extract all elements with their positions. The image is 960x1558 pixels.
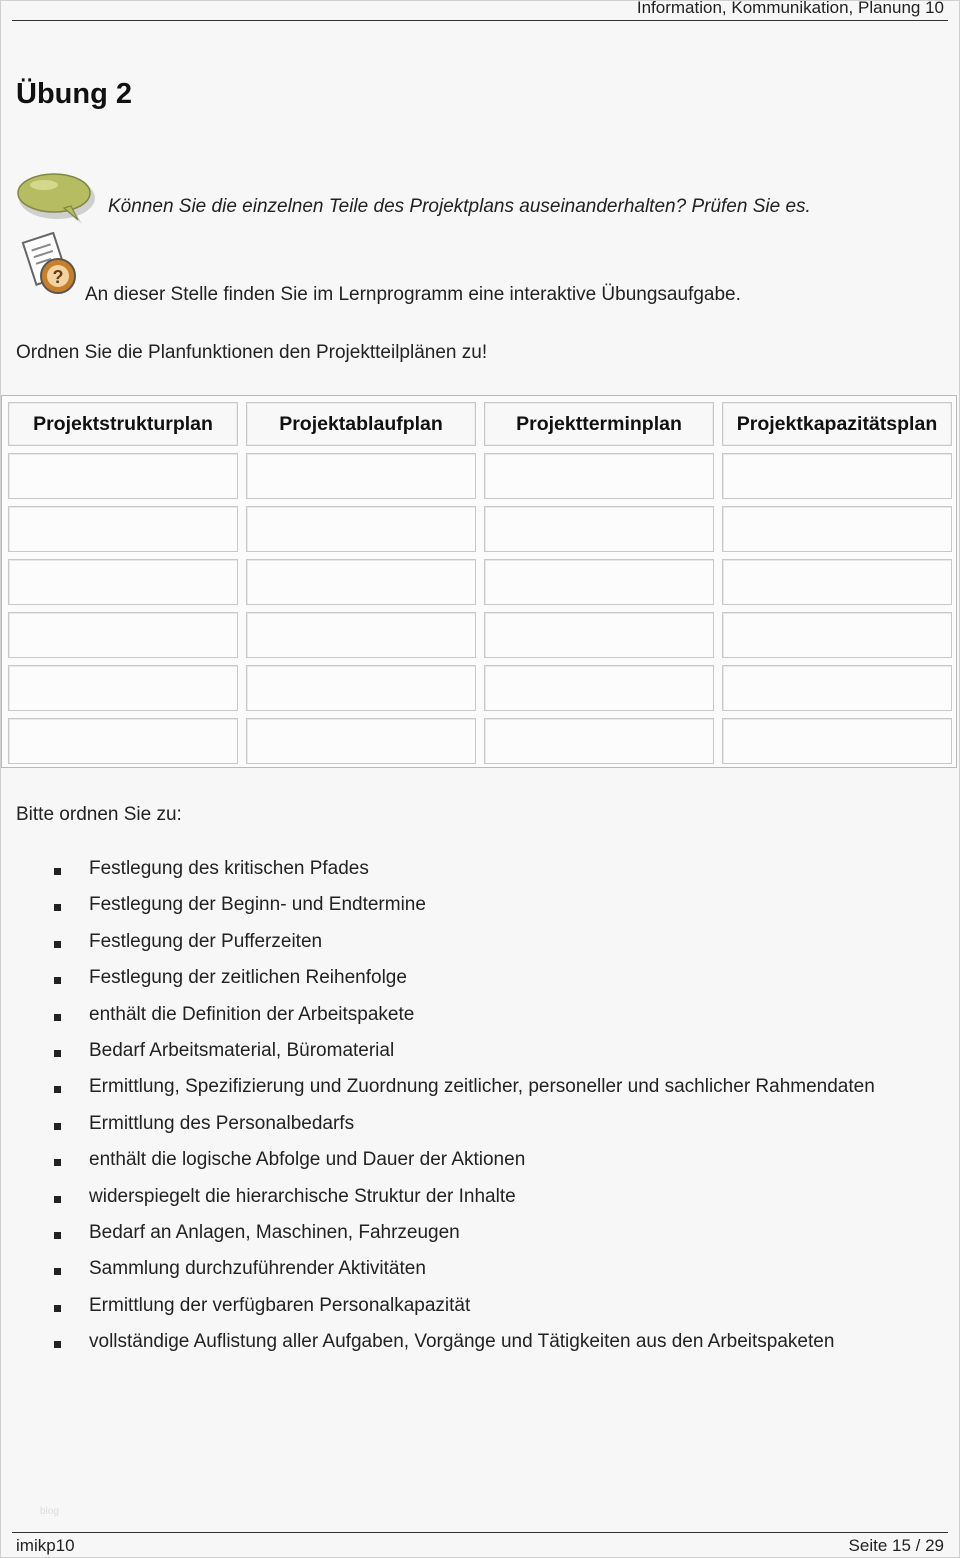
- drop-slot[interactable]: [484, 665, 714, 711]
- draggable-item[interactable]: widerspiegelt die hierarchische Struktur der Inhalte: [0, 1186, 960, 1222]
- footer-page-number: Seite 15 / 29: [848, 1536, 944, 1555]
- bullet-icon: [54, 1050, 61, 1057]
- bullet-icon: [54, 1341, 61, 1348]
- draggable-item[interactable]: Ermittlung des Personalbedarfs: [0, 1113, 960, 1149]
- drop-slot[interactable]: [722, 559, 952, 605]
- footer-doc-id: imikp10: [16, 1536, 75, 1555]
- draggable-item[interactable]: Festlegung des kritischen Pfades: [0, 858, 960, 894]
- drop-slot[interactable]: [246, 559, 476, 605]
- column-projektablaufplan: [246, 402, 476, 764]
- column-header: Projektstrukturplan: [8, 402, 238, 446]
- bullet-icon: [54, 941, 61, 948]
- watermark: blog: [40, 1506, 59, 1517]
- bullet-icon: [54, 1159, 61, 1166]
- column-projektkapazitaetsplan: [722, 402, 952, 764]
- drop-slot[interactable]: [246, 612, 476, 658]
- draggable-item[interactable]: enthält die Definition der Arbeitspakete: [0, 1004, 960, 1040]
- bullet-icon: [54, 1014, 61, 1021]
- drop-slot[interactable]: [8, 453, 238, 499]
- svg-text:?: ?: [52, 267, 64, 287]
- drop-slot[interactable]: [484, 718, 714, 764]
- drop-slot[interactable]: [8, 718, 238, 764]
- assignment-grid: [1, 395, 957, 768]
- draggable-item[interactable]: Festlegung der Pufferzeiten: [0, 931, 960, 967]
- drop-slot[interactable]: [246, 506, 476, 552]
- drop-slot[interactable]: [484, 453, 714, 499]
- drop-slot[interactable]: [246, 453, 476, 499]
- bullet-icon: [54, 1268, 61, 1275]
- bullet-icon: [54, 904, 61, 911]
- draggable-items-list: [0, 858, 960, 1367]
- bullet-icon: [54, 1305, 61, 1312]
- footer-rule: [12, 1532, 948, 1533]
- drop-slot[interactable]: [484, 506, 714, 552]
- draggable-item[interactable]: Festlegung der Beginn- und Endtermine: [0, 894, 960, 930]
- drop-slot[interactable]: [8, 559, 238, 605]
- drop-slot[interactable]: [8, 665, 238, 711]
- drop-slot[interactable]: [246, 665, 476, 711]
- drop-slot[interactable]: [484, 559, 714, 605]
- column-header: Projektablaufplan: [246, 402, 476, 446]
- draggable-item[interactable]: Festlegung der zeitlichen Reihenfolge: [0, 967, 960, 1003]
- drop-slot[interactable]: [8, 612, 238, 658]
- drop-slot[interactable]: [722, 612, 952, 658]
- draggable-item[interactable]: Bedarf an Anlagen, Maschinen, Fahrzeugen: [0, 1222, 960, 1258]
- draggable-item[interactable]: Ermittlung, Spezifizierung und Zuordnung zeitlicher, personeller und sachlicher Rahmendaten: [0, 1076, 960, 1112]
- drop-slot[interactable]: [8, 506, 238, 552]
- question-text: Können Sie die einzelnen Teile des Projektplans auseinanderhalten? Prüfen Sie es.: [108, 196, 811, 217]
- bullet-icon: [54, 977, 61, 984]
- draggable-item[interactable]: vollständige Auflistung aller Aufgaben, Vorgänge und Tätigkeiten aus den Arbeitspaketen: [0, 1331, 960, 1367]
- interactive-note: An dieser Stelle finden Sie im Lernprogramm eine interaktive Übungsaufgabe.: [85, 284, 741, 305]
- drop-slot[interactable]: [246, 718, 476, 764]
- speech-bubble-icon: [16, 168, 98, 226]
- drop-slot[interactable]: [722, 453, 952, 499]
- draggable-item[interactable]: Ermittlung der verfügbaren Personalkapazität: [0, 1295, 960, 1331]
- header-rule: [12, 20, 948, 21]
- bullet-icon: [54, 1086, 61, 1093]
- instruction-text: Ordnen Sie die Planfunktionen den Projektteilplänen zu!: [16, 342, 488, 363]
- bullet-icon: [54, 1123, 61, 1130]
- draggable-item[interactable]: enthält die logische Abfolge und Dauer der Aktionen: [0, 1149, 960, 1185]
- draggable-item[interactable]: Sammlung durchzuführender Aktivitäten: [0, 1258, 960, 1294]
- bullet-icon: [54, 868, 61, 875]
- drop-slot[interactable]: [484, 612, 714, 658]
- column-projektterminplan: [484, 402, 714, 764]
- column-header: Projektterminplan: [484, 402, 714, 446]
- exercise-clipboard-icon: [18, 232, 82, 298]
- drop-slot[interactable]: [722, 718, 952, 764]
- items-heading: Bitte ordnen Sie zu:: [16, 804, 182, 825]
- header-title: Information, Kommunikation, Planung 10: [636, 0, 944, 17]
- drop-slot[interactable]: [722, 665, 952, 711]
- drop-slot[interactable]: [722, 506, 952, 552]
- bullet-icon: [54, 1196, 61, 1203]
- exercise-title: Übung 2: [16, 78, 132, 110]
- column-projektstrukturplan: [8, 402, 238, 764]
- bullet-icon: [54, 1232, 61, 1239]
- draggable-item[interactable]: Bedarf Arbeitsmaterial, Büromaterial: [0, 1040, 960, 1076]
- column-header: Projektkapazitätsplan: [722, 402, 952, 446]
